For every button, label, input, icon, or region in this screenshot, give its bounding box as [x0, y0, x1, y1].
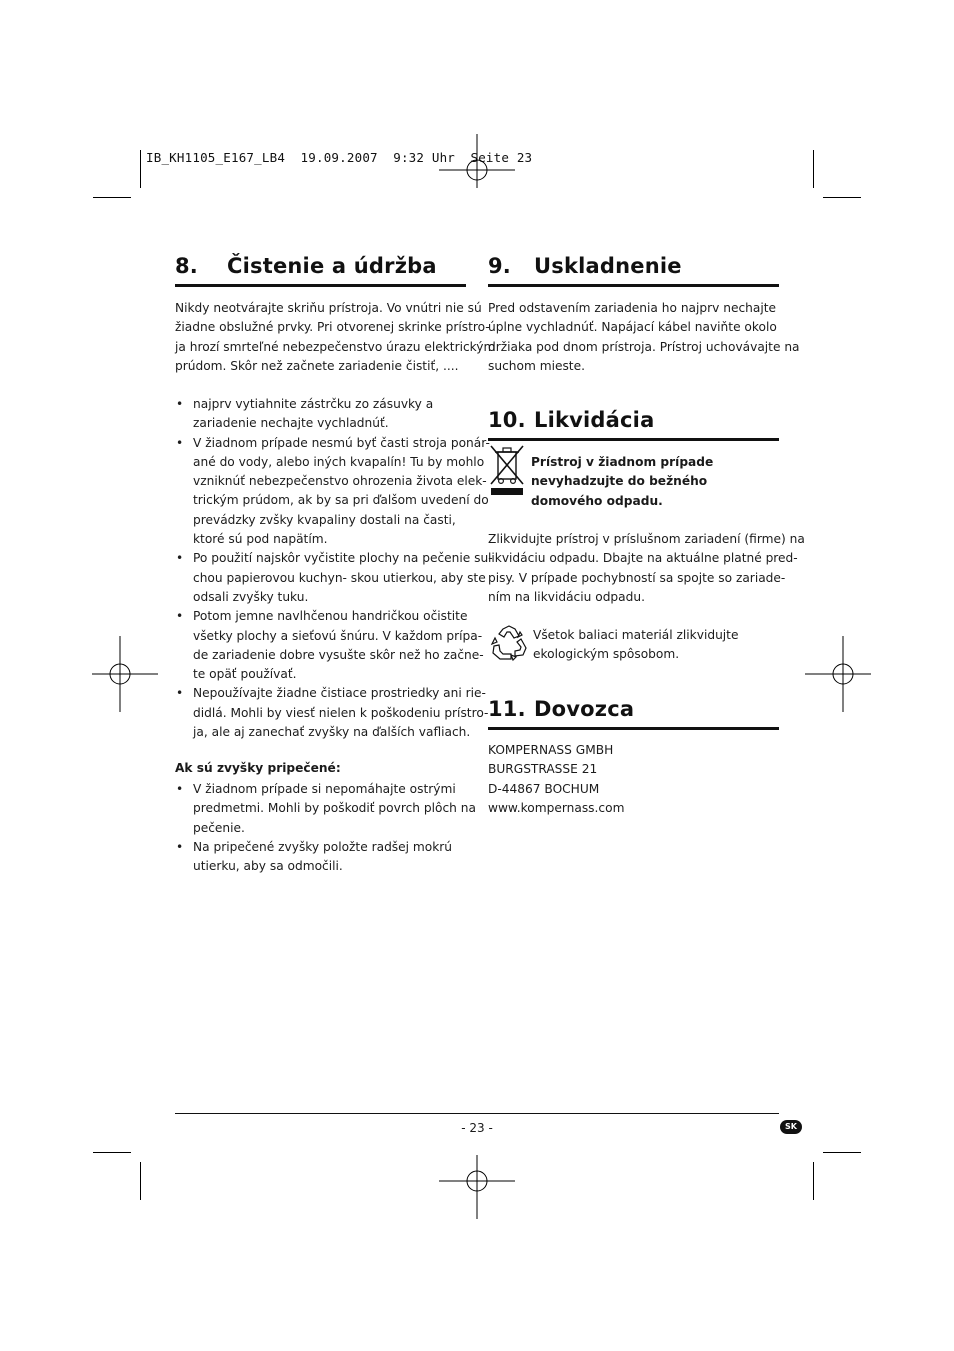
baked-residue-heading: Ak sú zvyšky pripečené: [175, 761, 341, 775]
text-line: ja hrozí smrteľné nebezpečenstvo úrazu elektrickým [175, 339, 496, 354]
text-line: Všetok baliaci materiál zlikvidujte [533, 628, 739, 642]
list-item [175, 607, 493, 684]
crop-mark [140, 1162, 141, 1200]
text-line: didlá. Mohli by viesť nielen k poškodeniu prístro- [193, 705, 489, 720]
text-line: chou papierovou kuchyn- skou utierkou, aby ste [193, 570, 486, 585]
crop-mark [93, 197, 131, 198]
text-line: Prístroj v žiadnom prípade [531, 455, 714, 469]
text-line: žiadne obslužné prvky. Pri otvorenej skrinke prístro- [175, 320, 490, 335]
text-line: • V žiadnom prípade nesmú byť časti stroja ponár- [193, 435, 490, 450]
text-line: likvidáciu odpadu. Dbajte na aktuálne platné pred- [488, 551, 798, 566]
text-line: Pred odstavením zariadenia ho najprv nechajte [488, 301, 777, 315]
text-line: ktoré sú pod napätím. [193, 532, 328, 547]
text-line: BURGSTRASSE 21 [488, 762, 598, 777]
section-number: 11. [488, 697, 526, 721]
list-item [175, 684, 493, 742]
crop-mark [813, 1162, 814, 1200]
text-line: odsali zvyšky tuku. [193, 589, 309, 604]
text-line: ekologickým spôsobom. [533, 647, 680, 662]
list-item [175, 838, 476, 877]
crop-mark [823, 1152, 861, 1153]
recycle-note [533, 626, 738, 665]
disposal-text [488, 530, 805, 607]
section-heading-disposal [488, 408, 779, 441]
text-line: nevyhadzujte do bežného [531, 474, 708, 489]
text-line: ja, ale aj zanechať zvyšky na ďalších vafliach. [193, 725, 471, 740]
text-line: prevádzky zvšky kvapaliny dostali na časti, [193, 512, 456, 527]
text-line: vzniknúť nebezpečenstvo ohrozenia života elek- [193, 474, 487, 489]
crop-mark [93, 1152, 131, 1153]
text-line: predmetmi. Mohli by poškodiť povrch plôch na [193, 801, 476, 816]
recycle-icon [489, 624, 529, 662]
baked-residue-list [175, 780, 476, 876]
disposal-warning [531, 453, 713, 511]
section-title: Likvidácia [534, 408, 655, 432]
section-heading-importer [488, 697, 779, 730]
language-badge: SK [780, 1120, 802, 1134]
section-title: Čistenie a údržba [227, 254, 437, 278]
text-line: www.kompernass.com [488, 800, 625, 815]
footer-divider [175, 1113, 779, 1114]
text-line: te opäť používať. [193, 667, 297, 682]
text-line: ním na likvidáciu odpadu. [488, 589, 645, 604]
text-line: trickým prúdom, ak by sa pri ďalšom uvedení do [193, 493, 489, 508]
text-line: utierku, aby sa odmočili. [193, 859, 343, 874]
text-line: • V žiadnom prípade si nepomáhajte ostrými [193, 782, 456, 796]
text-line: KOMPERNASS GMBH [488, 743, 614, 757]
text-line: • Po použití najskôr vyčistite plochy na pečenie su- [193, 551, 493, 566]
storage-text [488, 299, 800, 376]
text-line: pečenie. [193, 820, 245, 835]
crossed-out-bin-icon [489, 444, 525, 498]
registration-mark-icon [82, 636, 158, 712]
page-number: - 23 - [461, 1121, 493, 1135]
text-line: domového odpadu. [531, 493, 663, 508]
text-line: D-44867 BOCHUM [488, 781, 600, 796]
text-line: prúdom. Skôr než začnete zariadenie čistiť, .... [175, 358, 459, 373]
text-line: Nikdy neotvárajte skriňu prístroja. Vo vnútri nie sú [175, 301, 482, 315]
list-item [175, 780, 476, 838]
text-line: • Na pripečené zvyšky položte radšej mokrú [193, 839, 453, 854]
cleaning-steps-list [175, 395, 493, 742]
list-item [175, 395, 493, 434]
cleaning-intro [175, 299, 495, 376]
section-heading-cleaning [175, 254, 466, 287]
text-line: všetky plochy a sieťovú šnúru. V každom prípa- [193, 628, 483, 643]
section-number: 10. [488, 408, 526, 432]
list-item [175, 434, 493, 550]
text-line: • najprv vytiahnite zástrčku zo zásuvky a [193, 397, 434, 411]
text-line: • Potom jemne navlhčenou handričkou očistite [193, 609, 468, 624]
section-number: 8. [175, 254, 198, 278]
text-line: Zlikvidujte prístroj v príslušnom zariadení (firme) na [488, 532, 805, 546]
crop-mark [140, 150, 141, 188]
text-line: držiaka pod dnom prístroja. Prístroj uchovávajte na [488, 339, 800, 354]
section-number: 9. [488, 254, 511, 278]
text-line: de zariadenie dobre vysušte skôr než ho začne- [193, 647, 484, 662]
crop-mark [823, 197, 861, 198]
text-line: zariadenie nechajte vychladnúť. [193, 416, 389, 431]
text-line: suchom mieste. [488, 358, 585, 373]
section-title: Dovozca [534, 697, 635, 721]
list-item [175, 549, 493, 607]
text-line: • Nepoužívajte žiadne čistiace prostriedky ani rie- [193, 686, 486, 701]
print-header: IB_KH1105_E167_LB4 19.09.2007 9:32 Uhr Seite 23 [146, 150, 533, 165]
section-title: Uskladnenie [534, 254, 682, 278]
crop-mark [813, 150, 814, 188]
text-line: ané do vody, alebo iných kvapalín! Tu by mohlo [193, 454, 485, 469]
registration-mark-icon [805, 636, 881, 712]
section-heading-storage [488, 254, 779, 287]
importer-address [488, 741, 624, 818]
registration-mark-icon [439, 1143, 515, 1219]
registration-mark-icon [439, 132, 515, 208]
text-line: úplne vychladnúť. Napájací kábel naviňte okolo [488, 320, 777, 335]
text-line: pisy. V prípade pochybností sa spojte so zariade- [488, 570, 786, 585]
